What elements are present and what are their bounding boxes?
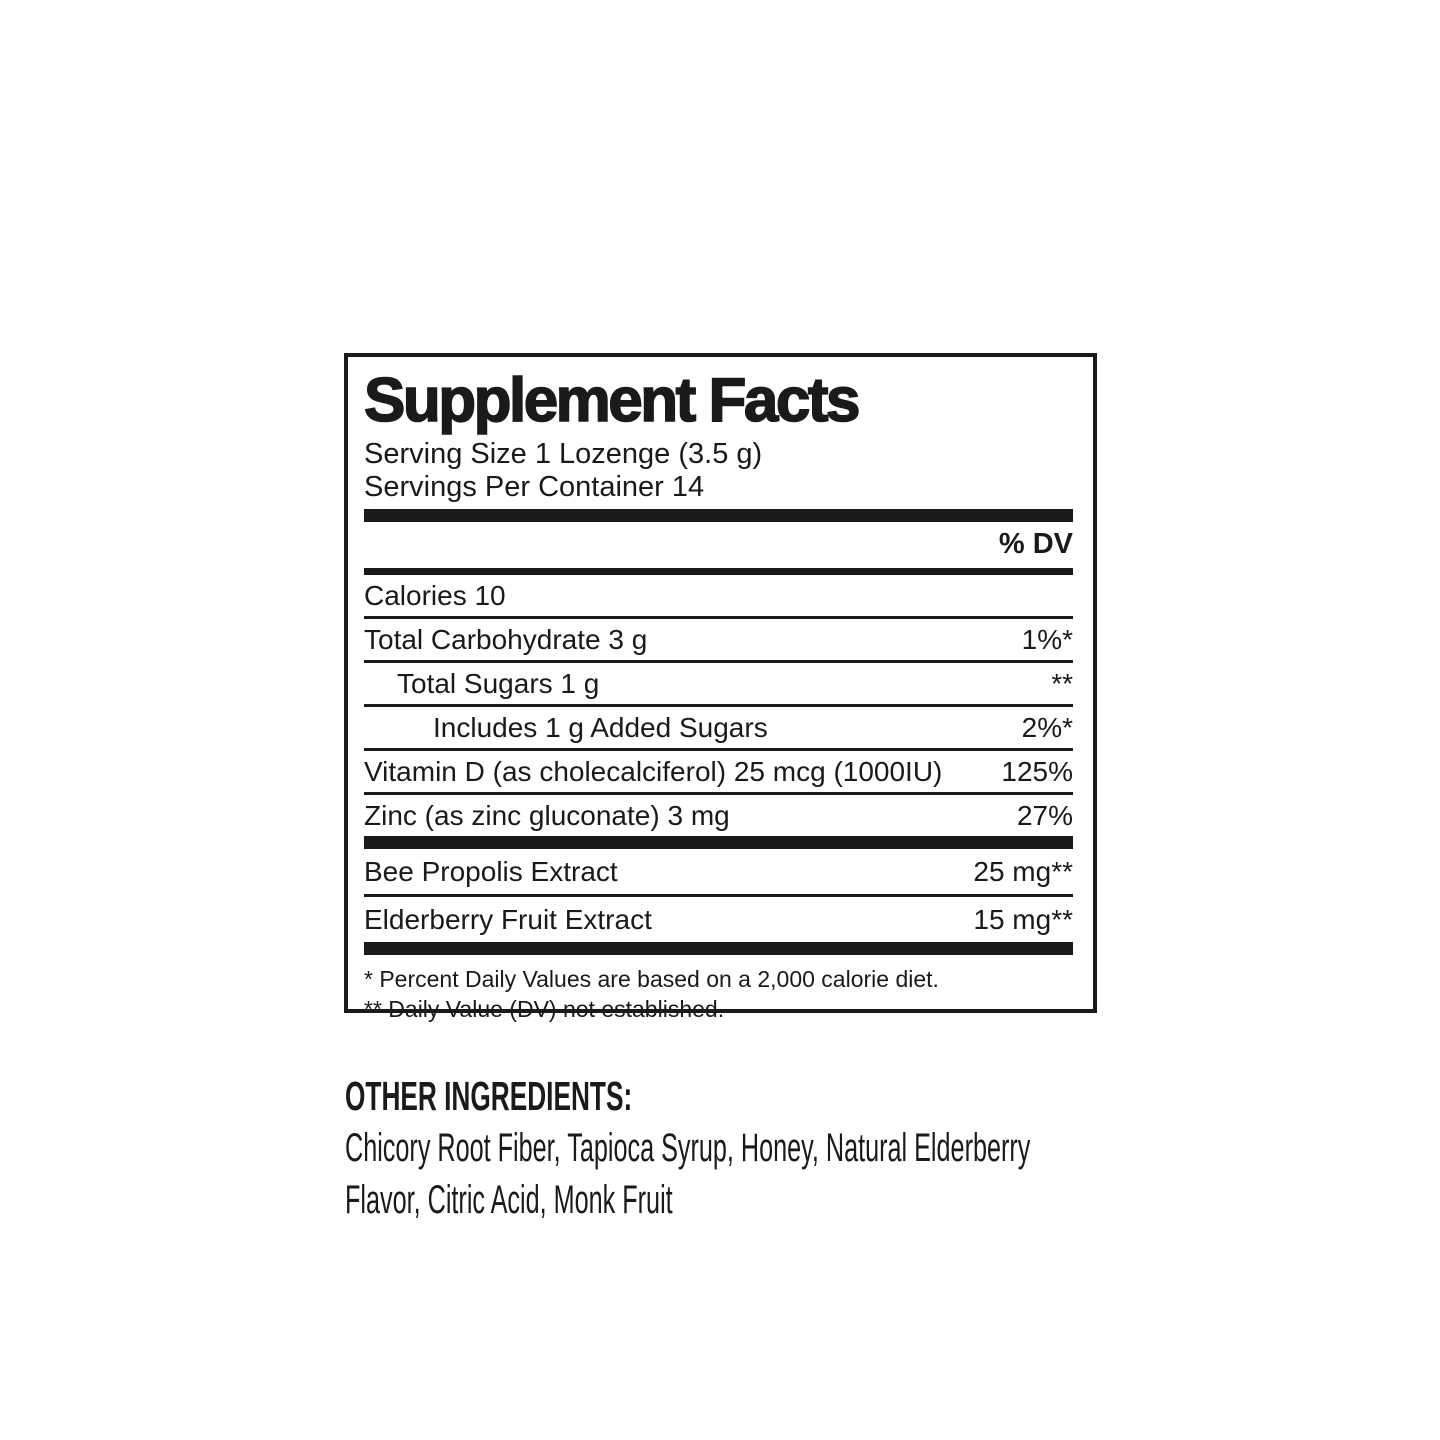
nutrient-row-added-sugars bbox=[364, 707, 1073, 748]
nutrient-row-calories bbox=[364, 575, 1073, 616]
nutrient-value: 15 mg** bbox=[973, 904, 1073, 935]
nutrient-row-vitamin-d bbox=[364, 751, 1073, 792]
divider-thick-bottom bbox=[364, 942, 1073, 955]
serving-size-line: Serving Size 1 Lozenge (3.5 g) bbox=[364, 438, 763, 470]
nutrient-row-elderberry bbox=[364, 897, 1073, 942]
divider-thick-top bbox=[364, 509, 1073, 522]
nutrient-value: 27% bbox=[1016, 800, 1073, 831]
nutrient-label: Vitamin D (as cholecalciferol) 25 mcg (1000IU) bbox=[364, 756, 943, 787]
nutrient-label: Includes 1 g Added Sugars bbox=[433, 712, 768, 743]
panel-title: Supplement Facts bbox=[364, 366, 858, 435]
footnote-percent-dv: * Percent Daily Values are based on a 2,000 calorie diet. bbox=[364, 966, 939, 992]
nutrient-row-total-sugars bbox=[364, 663, 1073, 704]
nutrient-value: ** bbox=[1051, 668, 1073, 699]
divider-thick-middle bbox=[364, 836, 1073, 849]
nutrient-value: 125% bbox=[1001, 756, 1073, 787]
nutrient-value: 2%* bbox=[1021, 712, 1073, 743]
percent-dv-header: % DV bbox=[998, 528, 1073, 560]
other-ingredients-heading: OTHER INGREDIENTS: bbox=[345, 1073, 633, 1119]
nutrient-label: Total Sugars 1 g bbox=[397, 668, 600, 699]
nutrient-row-bee-propolis bbox=[364, 849, 1073, 894]
other-ingredients-text: Chicory Root Fiber, Tapioca Syrup, Honey, Natural Elderberry Flavor, Citric Acid, Monk Fruit bbox=[345, 1126, 1031, 1222]
nutrient-label: Total Carbohydrate 3 g bbox=[364, 624, 648, 655]
nutrient-value: 1%* bbox=[1021, 624, 1073, 655]
divider-medium bbox=[364, 568, 1073, 575]
nutrient-label: Zinc (as zinc gluconate) 3 mg bbox=[364, 800, 730, 831]
other-ingredients-section bbox=[345, 1072, 1105, 1226]
nutrient-label: Calories 10 bbox=[364, 580, 506, 611]
footnote-dv-not-established: ** Daily Value (DV) not established. bbox=[364, 996, 725, 1022]
nutrient-label: Elderberry Fruit Extract bbox=[364, 904, 652, 935]
nutrient-row-zinc bbox=[364, 795, 1073, 836]
nutrient-row-total-carbohydrate bbox=[364, 619, 1073, 660]
servings-per-container-line: Servings Per Container 14 bbox=[364, 471, 705, 503]
supplement-facts-panel bbox=[344, 353, 1097, 1022]
nutrient-value: 25 mg** bbox=[973, 856, 1073, 887]
nutrient-label: Bee Propolis Extract bbox=[364, 856, 618, 887]
